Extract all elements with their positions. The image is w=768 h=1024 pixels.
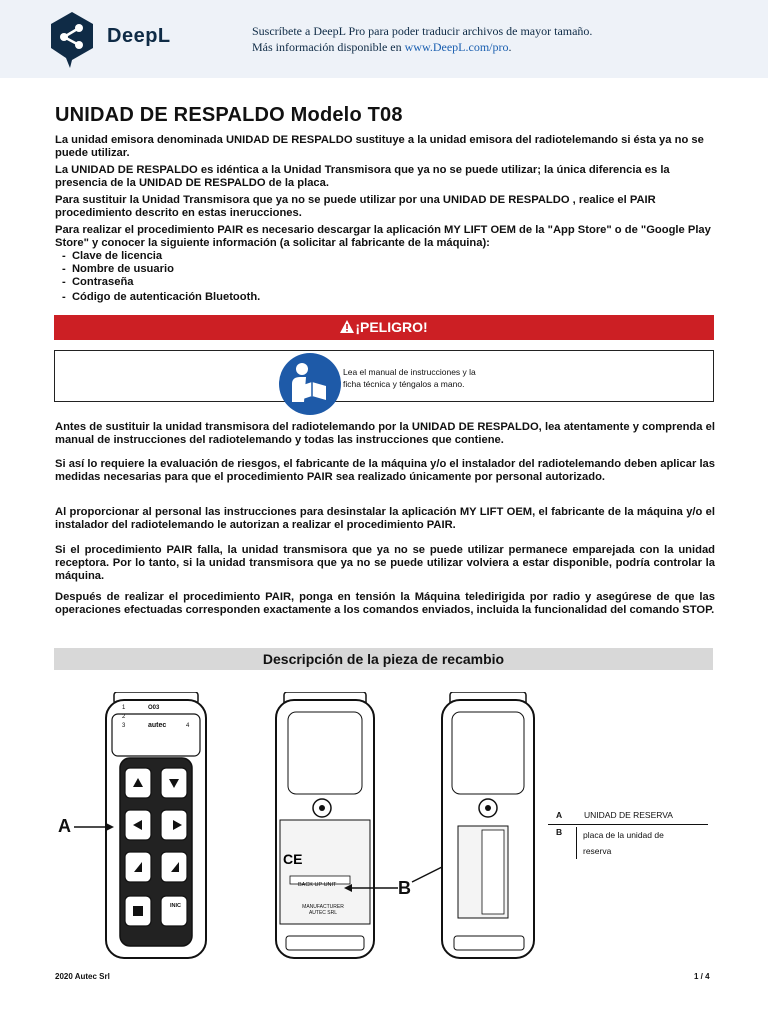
inic-button-label: INIC: [170, 903, 181, 909]
footer-copyright: 2020 Autec Srl: [55, 972, 110, 981]
body-paragraph-3: Al proporcionar al personal las instrucciones para desinstalar la aplicación MY LIFT OEM, el fabricante de la máquina y/o el instalador del radiotelemando le autorizan a realizar el procedimiento PAIR.: [55, 506, 715, 531]
banner-message: [252, 23, 592, 55]
parts-legend: [548, 810, 708, 857]
led-label-4: 4: [186, 723, 190, 729]
svg-text:CE: CE: [283, 851, 303, 867]
page-title: UNIDAD DE RESPALDO Modelo T08: [55, 104, 403, 126]
read-manual-icon: [278, 352, 342, 416]
legend-value-a: UNIDAD DE RESERVA: [584, 810, 673, 820]
danger-label: ¡PELIGRO!: [355, 319, 428, 335]
legend-row-b: [548, 827, 708, 857]
banner-message-line2: [252, 39, 592, 55]
intro-paragraph-2: La UNIDAD DE RESPALDO es idéntica a la Unidad Transmisora que ya no se puede utilizar; la única diferencia es la presencia de la UNIDAD DE RESPALDO de la placa.: [55, 164, 670, 189]
body-paragraph-2: Si así lo requiere la evaluación de riesgos, el fabricante de la máquina y/o el instalador del radiotelemando deben aplicar las medidas necesarias para que el procedimiento PAIR sea realizado únicamente por personal autorizado.: [55, 458, 715, 483]
requirement-item: - Clave de licencia: [62, 250, 163, 262]
danger-banner: [54, 315, 714, 340]
deepl-pro-link[interactable]: www.DeepL.com/pro: [404, 40, 509, 54]
banner-message-line1: Suscríbete a DeepL Pro para poder traducir archivos de mayor tamaño.: [252, 24, 593, 38]
requirement-item: - Código de autenticación Bluetooth.: [62, 291, 261, 303]
back-up-unit-label: BACK UP UNIT: [298, 882, 337, 888]
callout-b: B: [398, 878, 411, 898]
led-label-2: 2: [122, 714, 126, 720]
legend-value-b: placa de la unidad de reserva: [576, 827, 679, 859]
model-code: O03: [148, 705, 160, 711]
banner-message-prefix: Más información disponible en: [252, 40, 405, 54]
callout-a-arrow: [74, 822, 114, 832]
deepl-banner: [0, 0, 768, 78]
transmitter-front-figure: [100, 692, 212, 960]
legend-row-a: [548, 810, 708, 825]
parts-heading: Descripción de la pieza de recambio: [54, 648, 713, 670]
requirement-item: - Nombre de usuario: [62, 263, 174, 275]
transmitter-back-label-figure: [438, 692, 538, 960]
intro-paragraph-1: La unidad emisora denominada UNIDAD DE RESPALDO sustituye a la unidad emisora del radiotelemando si ésta ya no se puede utilizar.: [55, 134, 704, 159]
warning-triangle-icon: [340, 320, 354, 333]
callout-a: A: [58, 816, 71, 836]
requirement-item: - Contraseña: [62, 276, 134, 288]
manufacturer-label: MANUFACTURER AUTEC SRL: [302, 904, 344, 916]
autec-brand: autec: [148, 722, 167, 729]
deepl-logo-icon[interactable]: [48, 10, 96, 68]
intro-paragraph-3: Para sustituir la Unidad Transmisora que ya no se puede utilizar por una UNIDAD DE RESPALDO , realice el PAIR procedimiento descrito en estas inerucciones.: [55, 194, 656, 219]
transmitter-back-figure: [270, 692, 380, 960]
led-label-1: 1: [122, 705, 126, 711]
legend-key-b: B: [556, 827, 563, 837]
intro-paragraph-4: Para realizar el procedimiento PAIR es necesario descargar la aplicación MY LIFT OEM de la "App Store" o de "Google Play Store" y conocer la siguiente información (a solicitar al fabricante de la máquina):: [55, 224, 711, 249]
page-number: 1 / 4: [694, 972, 710, 981]
body-paragraph-5: Después de realizar el procedimiento PAIR, ponga en tensión la Máquina teledirigida por radio y asegúrese de que las operaciones efectuadas corresponden exactamente a los comandos enviados, incluida la funcionalidad del comando STOP.: [55, 591, 715, 616]
manual-note: Lea el manual de instrucciones y la ficha técnica y téngalos a mano.: [343, 367, 476, 389]
led-label-3: 3: [122, 723, 126, 729]
document-page: [0, 78, 768, 1024]
banner-message-suffix: .: [508, 40, 512, 54]
body-paragraph-1: Antes de sustituir la unidad transmisora del radiotelemando por la UNIDAD DE RESPALDO, lea atentamente y comprenda el manual de instrucciones del radiotelemando y todas las instrucciones que contiene.: [55, 421, 715, 446]
legend-key-a: A: [556, 810, 563, 820]
deepl-logo-text[interactable]: DeepL: [107, 25, 171, 47]
body-paragraph-4: Si el procedimiento PAIR falla, la unidad transmisora que ya no se puede utilizar permanece emparejada con la unidad receptora. Por lo tanto, si la unidad transmisora que ya no se puede utilizar volviera a estar disponible, podría controlar la máquina.: [55, 544, 715, 582]
